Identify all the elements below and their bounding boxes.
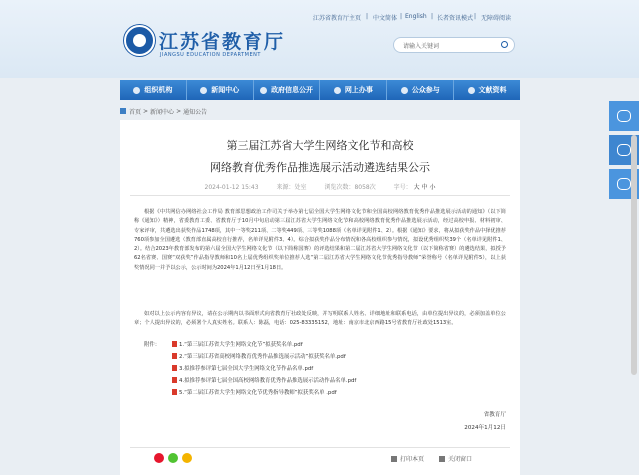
source-value: 处室 bbox=[294, 184, 307, 191]
close-icon bbox=[439, 456, 445, 462]
weibo-icon bbox=[617, 144, 631, 156]
divider bbox=[130, 195, 510, 196]
pdf-icon bbox=[172, 389, 177, 395]
chinese-link[interactable]: 中文简体 bbox=[373, 15, 398, 22]
pdf-icon bbox=[172, 341, 177, 347]
chat-float-button[interactable] bbox=[609, 101, 639, 131]
article-paragraph-1: 根据《中共网信办网络社会工作局 教育部思想政治工作司关于举办第七届全国大学生网络文化节和全国高校网络教育优秀作品推选展示活动的通知》（以下简称《通知》）精神，省委教育工委、省教育厅于10月中旬启动第三届江苏省大学生网络文化节和高校网络教育优秀作品推选展示活动，经过高校申报、材料初审、专家评审，共遴选出获奖作品1748项，其中一等奖211项、二等奖449项、三等奖1088项（名单详见附件1、2）。根据《通知》要求，将从拟获奖作品中择优推荐760项参加全国遴选（教育部直属高校自行推荐，名单详见附件3、4）。综合拟获奖作品分布情况和各高校组织参与情况，拟设优秀组织奖39个（名单详见附件1、2）。结合2023年教育部发布的第六届全国大学生网络文化节（以下简称国赛）的评选结果和第二届江苏省大学生网络文化节（以下简称省赛）的遴选结果，拟授予62名省赛、国赛“双获奖”作品指导教师和10名上届优秀组织奖单位推荐人选“第二届江苏省大学生网络文化节优秀指导教师”荣誉称号（名单详见附件5），以上获奖情况同一并予以公示，公示时间为2024年1月12日至1月18日。 bbox=[134, 209, 506, 271]
accessible-link[interactable]: 无障碍阅读 bbox=[481, 15, 512, 22]
attachment-link[interactable]: 2.“第三届江苏省高校网络教育优秀作品推选展示活动”拟获奖名单.pdf bbox=[172, 352, 346, 360]
pdf-icon bbox=[172, 353, 177, 359]
views-label: 浏览次数： bbox=[324, 184, 355, 191]
breadcrumb-notice[interactable]: 通知公告 bbox=[183, 108, 208, 116]
nav-gov-info[interactable]: 政府信息公开 bbox=[254, 80, 321, 100]
print-button[interactable]: 打印本页 bbox=[391, 454, 424, 463]
nav-participation[interactable]: 公众参与 bbox=[387, 80, 454, 100]
news-icon bbox=[200, 87, 207, 94]
search-placeholder: 请输入关键词 bbox=[403, 43, 440, 50]
publish-date: 2024-01-12 15:43 bbox=[204, 184, 259, 191]
nav-org[interactable]: 组织机构 bbox=[120, 80, 187, 100]
elder-mode-link[interactable]: 长者资讯模式 bbox=[437, 15, 474, 22]
document-icon bbox=[468, 87, 475, 94]
home-link[interactable]: 江苏省教育厅主页 bbox=[313, 15, 362, 22]
org-icon bbox=[133, 87, 140, 94]
article-meta bbox=[120, 182, 520, 191]
chat-icon bbox=[617, 110, 631, 122]
site-title[interactable]: 江苏省教育厅 bbox=[159, 31, 286, 53]
views-count: 8058次 bbox=[354, 184, 376, 191]
top-separator: | bbox=[400, 13, 403, 20]
footer-divider bbox=[130, 447, 510, 448]
font-medium-button[interactable]: 中 bbox=[421, 184, 428, 191]
wechat-share-icon[interactable] bbox=[168, 453, 178, 463]
article-title-line2: 网络教育优秀作品推选展示活动遴选结果公示 bbox=[210, 161, 430, 174]
font-size-label: 字号： bbox=[393, 184, 412, 191]
home-icon bbox=[120, 108, 126, 114]
english-link[interactable]: English bbox=[405, 13, 427, 20]
article-title-line1: 第三届江苏省大学生网络文化节和高校 bbox=[226, 139, 414, 152]
attachments-label: 附件： bbox=[144, 342, 161, 348]
attachment-link[interactable]: 4.拟推荐参评第七届全国高校网络教育优秀作品推选展示活动作品名单.pdf bbox=[172, 376, 356, 384]
article-paragraph-2: 如对以上公示内容有异议，请在公示期内以书面形式向省教育厅社政处反映，并写明联系人姓名、详细地址和联系电话，由单位提出异议的，必须加盖单位公章；个人提出异议的，必须署个人真实姓名。联系人：陈磊，电话：025-83335152，地址：南京市北京西路15号省教育厅社政处1513室。 bbox=[134, 311, 506, 327]
close-window-button[interactable]: 关闭窗口 bbox=[439, 454, 472, 463]
source-label: 来源： bbox=[276, 184, 295, 191]
breadcrumb-home[interactable]: 首页 bbox=[129, 108, 142, 116]
top-separator: | bbox=[474, 13, 477, 20]
butterfly-icon bbox=[617, 178, 631, 190]
scrollbar[interactable] bbox=[630, 135, 638, 375]
font-large-button[interactable]: 大 bbox=[413, 184, 420, 191]
breadcrumb-sep: > bbox=[143, 107, 149, 115]
nav-services[interactable]: 网上办事 bbox=[320, 80, 387, 100]
breadcrumb-sep: > bbox=[176, 107, 182, 115]
signature-date: 2024年1月12日 bbox=[464, 425, 506, 431]
breadcrumb-news[interactable]: 新闻中心 bbox=[150, 108, 175, 116]
site-header bbox=[0, 0, 639, 78]
site-title-en: JIANGSU EDUCATION DEPARTMENT bbox=[160, 52, 261, 58]
pdf-icon bbox=[172, 365, 177, 371]
breadcrumb bbox=[120, 104, 520, 118]
attachment-link[interactable]: 1.“第三届江苏省大学生网络文化节”拟获奖名单.pdf bbox=[172, 340, 303, 348]
info-icon bbox=[260, 87, 267, 94]
qzone-share-icon[interactable] bbox=[182, 453, 192, 463]
nav-news[interactable]: 新闻中心 bbox=[187, 80, 254, 100]
emblem-logo[interactable] bbox=[124, 25, 155, 56]
top-separator: | bbox=[366, 13, 369, 20]
weibo-share-icon[interactable] bbox=[154, 453, 164, 463]
scrollbar-thumb[interactable] bbox=[631, 135, 637, 375]
article-panel bbox=[120, 120, 520, 475]
nav-docs[interactable]: 文献资料 bbox=[454, 80, 520, 100]
signature-org: 省教育厅 bbox=[483, 412, 506, 418]
printer-icon bbox=[391, 456, 397, 462]
search-input[interactable] bbox=[393, 37, 515, 53]
search-icon[interactable] bbox=[501, 41, 508, 48]
font-small-button[interactable]: 小 bbox=[429, 184, 436, 191]
people-icon bbox=[401, 87, 408, 94]
attachment-link[interactable]: 5.“第二届江苏省大学生网络文化节优秀指导教师”拟获奖名单 .pdf bbox=[172, 388, 337, 396]
pdf-icon bbox=[172, 377, 177, 383]
main-nav bbox=[120, 80, 520, 100]
service-icon bbox=[334, 87, 341, 94]
attachment-link[interactable]: 3.拟推荐参评第七届全国大学生网络文化节作品名单.pdf bbox=[172, 364, 313, 372]
top-separator: | bbox=[431, 13, 434, 20]
